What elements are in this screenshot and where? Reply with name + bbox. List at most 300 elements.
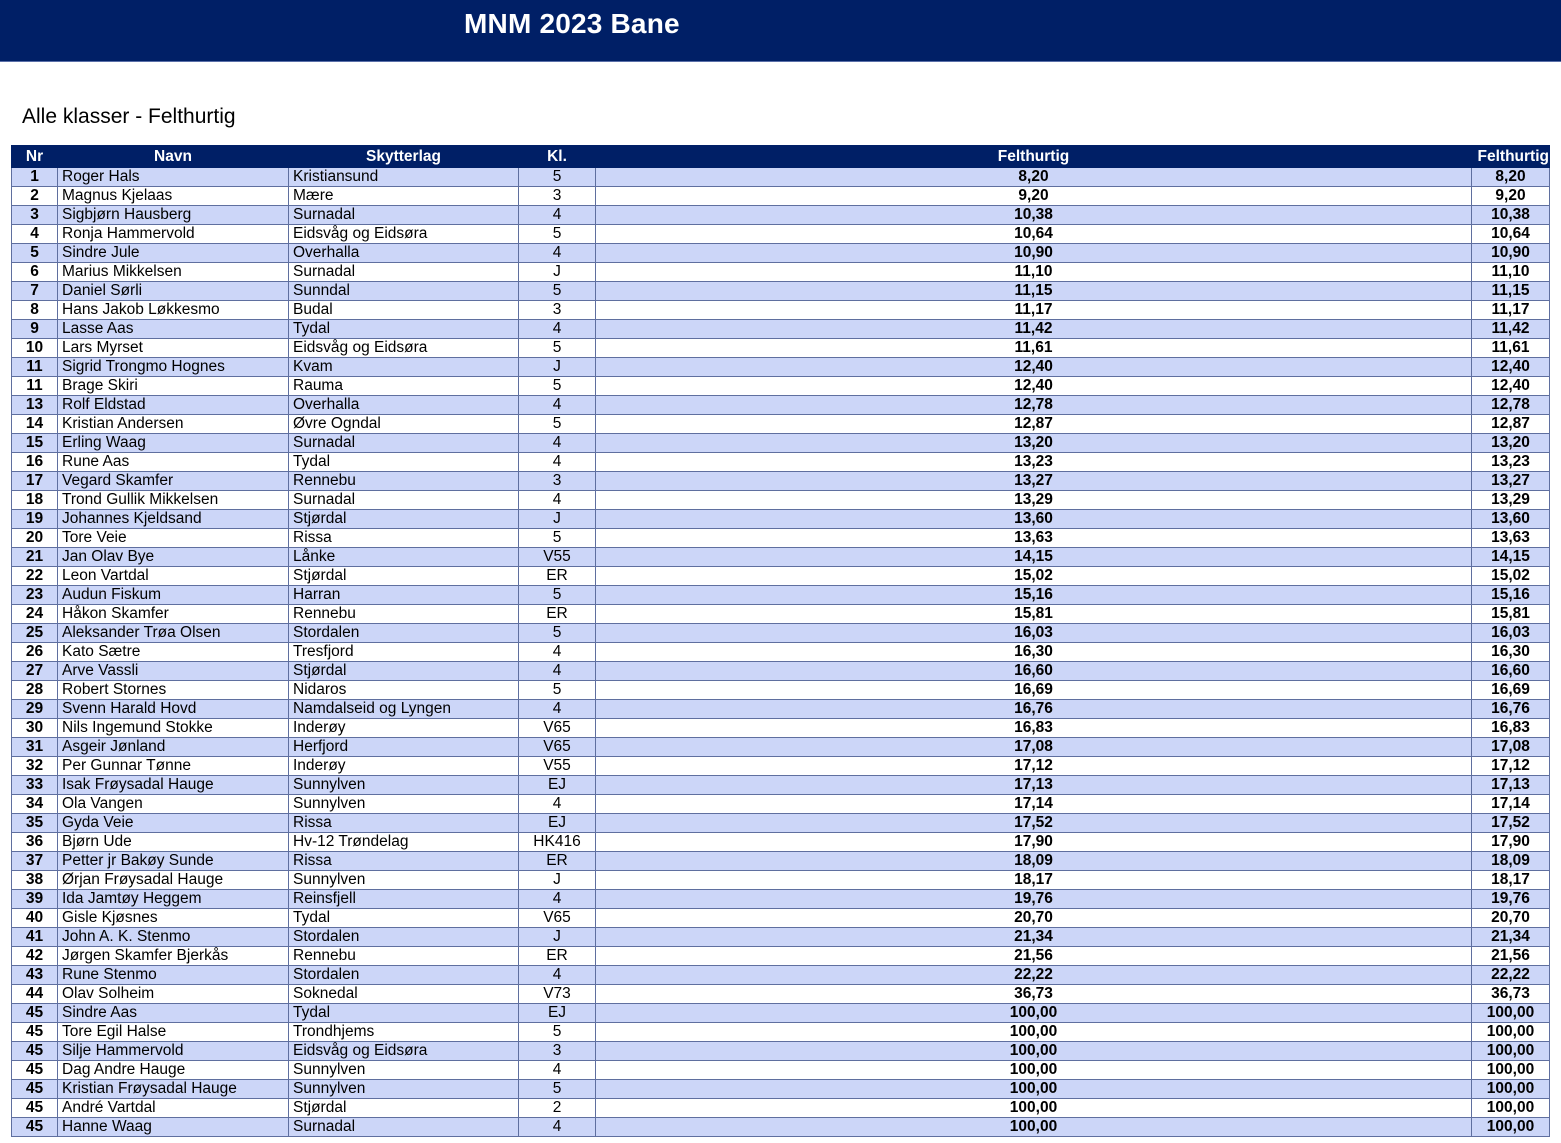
cell-skytterlag: Stjørdal xyxy=(289,567,519,586)
table-row xyxy=(12,966,1550,985)
cell-felthurtig: 20,70 xyxy=(596,909,1472,928)
cell-klasse: 4 xyxy=(519,966,596,985)
cell-skytterlag: Kvam xyxy=(289,358,519,377)
page-title: MNM 2023 Bane xyxy=(464,8,680,39)
cell-felthurtig-total: 12,78 xyxy=(1472,396,1550,415)
cell-skytterlag: Overhalla xyxy=(289,244,519,263)
cell-nr: 33 xyxy=(12,776,58,795)
cell-felthurtig: 12,87 xyxy=(596,415,1472,434)
cell-felthurtig-total: 17,13 xyxy=(1472,776,1550,795)
table-row xyxy=(12,301,1550,320)
cell-navn: Hans Jakob Løkkesmo xyxy=(58,301,289,320)
cell-klasse: 5 xyxy=(519,681,596,700)
cell-klasse: J xyxy=(519,263,596,282)
column-header-navn[interactable]: Navn xyxy=(58,146,289,168)
cell-felthurtig-total: 36,73 xyxy=(1472,985,1550,1004)
table-row xyxy=(12,1099,1550,1118)
cell-felthurtig: 100,00 xyxy=(596,1080,1472,1099)
table-row xyxy=(12,586,1550,605)
cell-felthurtig: 100,00 xyxy=(596,1118,1472,1137)
table-row xyxy=(12,339,1550,358)
cell-skytterlag: Stjørdal xyxy=(289,662,519,681)
cell-felthurtig-total: 12,87 xyxy=(1472,415,1550,434)
cell-skytterlag: Stjørdal xyxy=(289,510,519,529)
cell-nr: 3 xyxy=(12,206,58,225)
cell-nr: 4 xyxy=(12,225,58,244)
table-row xyxy=(12,890,1550,909)
cell-navn: Magnus Kjelaas xyxy=(58,187,289,206)
cell-navn: Hanne Waag xyxy=(58,1118,289,1137)
cell-felthurtig: 16,69 xyxy=(596,681,1472,700)
cell-felthurtig-total: 16,30 xyxy=(1472,643,1550,662)
cell-nr: 37 xyxy=(12,852,58,871)
cell-felthurtig-total: 100,00 xyxy=(1472,1042,1550,1061)
cell-skytterlag: Sunnylven xyxy=(289,795,519,814)
cell-klasse: 5 xyxy=(519,225,596,244)
cell-navn: Håkon Skamfer xyxy=(58,605,289,624)
cell-felthurtig: 100,00 xyxy=(596,1099,1472,1118)
cell-felthurtig: 21,56 xyxy=(596,947,1472,966)
cell-klasse: ER xyxy=(519,605,596,624)
cell-felthurtig-total: 11,15 xyxy=(1472,282,1550,301)
table-row xyxy=(12,1023,1550,1042)
cell-klasse: 4 xyxy=(519,206,596,225)
cell-nr: 10 xyxy=(12,339,58,358)
cell-felthurtig: 17,13 xyxy=(596,776,1472,795)
cell-felthurtig: 21,34 xyxy=(596,928,1472,947)
table-header-row xyxy=(12,146,1550,168)
cell-felthurtig-total: 100,00 xyxy=(1472,1004,1550,1023)
cell-klasse: EJ xyxy=(519,776,596,795)
cell-felthurtig: 16,60 xyxy=(596,662,1472,681)
cell-navn: Ørjan Frøysadal Hauge xyxy=(58,871,289,890)
cell-felthurtig: 100,00 xyxy=(596,1004,1472,1023)
cell-klasse: 4 xyxy=(519,795,596,814)
cell-felthurtig-total: 17,90 xyxy=(1472,833,1550,852)
cell-skytterlag: Surnadal xyxy=(289,491,519,510)
table-row xyxy=(12,396,1550,415)
cell-klasse: 5 xyxy=(519,624,596,643)
cell-klasse: 5 xyxy=(519,282,596,301)
cell-klasse: 5 xyxy=(519,415,596,434)
table-row xyxy=(12,415,1550,434)
cell-navn: Erling Waag xyxy=(58,434,289,453)
cell-klasse: J xyxy=(519,510,596,529)
cell-navn: Sigbjørn Hausberg xyxy=(58,206,289,225)
cell-nr: 11 xyxy=(12,358,58,377)
column-header-klasse[interactable]: Kl. xyxy=(519,146,596,168)
cell-klasse: V65 xyxy=(519,719,596,738)
cell-skytterlag: Tresfjord xyxy=(289,643,519,662)
cell-klasse: V73 xyxy=(519,985,596,1004)
table-row xyxy=(12,757,1550,776)
cell-felthurtig: 16,03 xyxy=(596,624,1472,643)
cell-felthurtig-total: 14,15 xyxy=(1472,548,1550,567)
cell-nr: 45 xyxy=(12,1118,58,1137)
cell-nr: 14 xyxy=(12,415,58,434)
column-header-skytterlag[interactable]: Skytterlag xyxy=(289,146,519,168)
cell-nr: 28 xyxy=(12,681,58,700)
cell-felthurtig-total: 16,03 xyxy=(1472,624,1550,643)
cell-skytterlag: Mære xyxy=(289,187,519,206)
cell-skytterlag: Eidsvåg og Eidsøra xyxy=(289,1042,519,1061)
cell-skytterlag: Stordalen xyxy=(289,624,519,643)
cell-felthurtig-total: 16,76 xyxy=(1472,700,1550,719)
cell-skytterlag: Inderøy xyxy=(289,757,519,776)
table-row xyxy=(12,244,1550,263)
cell-felthurtig: 100,00 xyxy=(596,1023,1472,1042)
cell-skytterlag: Eidsvåg og Eidsøra xyxy=(289,225,519,244)
cell-felthurtig-total: 12,40 xyxy=(1472,377,1550,396)
cell-nr: 5 xyxy=(12,244,58,263)
cell-skytterlag: Tydal xyxy=(289,909,519,928)
table-row xyxy=(12,624,1550,643)
cell-skytterlag: Stordalen xyxy=(289,966,519,985)
cell-skytterlag: Herfjord xyxy=(289,738,519,757)
cell-navn: Johannes Kjeldsand xyxy=(58,510,289,529)
cell-skytterlag: Harran xyxy=(289,586,519,605)
cell-navn: Daniel Sørli xyxy=(58,282,289,301)
cell-skytterlag: Nidaros xyxy=(289,681,519,700)
cell-felthurtig-total: 15,16 xyxy=(1472,586,1550,605)
cell-navn: Robert Stornes xyxy=(58,681,289,700)
table-row xyxy=(12,1118,1550,1137)
cell-nr: 38 xyxy=(12,871,58,890)
cell-felthurtig: 17,12 xyxy=(596,757,1472,776)
cell-navn: Isak Frøysadal Hauge xyxy=(58,776,289,795)
cell-felthurtig-total: 16,69 xyxy=(1472,681,1550,700)
cell-klasse: 5 xyxy=(519,377,596,396)
cell-navn: Jørgen Skamfer Bjerkås xyxy=(58,947,289,966)
cell-klasse: 3 xyxy=(519,472,596,491)
cell-navn: Audun Fiskum xyxy=(58,586,289,605)
cell-felthurtig-total: 100,00 xyxy=(1472,1080,1550,1099)
table-row xyxy=(12,206,1550,225)
cell-nr: 7 xyxy=(12,282,58,301)
table-row xyxy=(12,795,1550,814)
cell-klasse: ER xyxy=(519,947,596,966)
cell-skytterlag: Surnadal xyxy=(289,263,519,282)
cell-felthurtig: 13,63 xyxy=(596,529,1472,548)
table-row xyxy=(12,833,1550,852)
cell-skytterlag: Sunnylven xyxy=(289,1080,519,1099)
cell-felthurtig: 13,60 xyxy=(596,510,1472,529)
cell-klasse: 3 xyxy=(519,1042,596,1061)
cell-felthurtig-total: 13,27 xyxy=(1472,472,1550,491)
table-row xyxy=(12,491,1550,510)
cell-felthurtig-total: 10,38 xyxy=(1472,206,1550,225)
cell-klasse: 4 xyxy=(519,1118,596,1137)
page-banner xyxy=(0,0,1561,62)
cell-nr: 45 xyxy=(12,1099,58,1118)
cell-felthurtig-total: 13,29 xyxy=(1472,491,1550,510)
cell-klasse: 4 xyxy=(519,244,596,263)
cell-navn: Tore Egil Halse xyxy=(58,1023,289,1042)
cell-nr: 13 xyxy=(12,396,58,415)
cell-felthurtig-total: 100,00 xyxy=(1472,1061,1550,1080)
cell-navn: André Vartdal xyxy=(58,1099,289,1118)
cell-felthurtig: 18,17 xyxy=(596,871,1472,890)
cell-felthurtig: 100,00 xyxy=(596,1061,1472,1080)
cell-felthurtig: 17,08 xyxy=(596,738,1472,757)
cell-klasse: 4 xyxy=(519,1061,596,1080)
cell-navn: Trond Gullik Mikkelsen xyxy=(58,491,289,510)
cell-nr: 24 xyxy=(12,605,58,624)
cell-felthurtig-total: 17,14 xyxy=(1472,795,1550,814)
cell-skytterlag: Rennebu xyxy=(289,605,519,624)
column-header-felthurtig[interactable]: Felthurtig xyxy=(596,146,1472,168)
cell-skytterlag: Kristiansund xyxy=(289,168,519,187)
results-table xyxy=(11,145,1550,1137)
cell-felthurtig-total: 15,81 xyxy=(1472,605,1550,624)
cell-felthurtig: 13,20 xyxy=(596,434,1472,453)
cell-felthurtig: 100,00 xyxy=(596,1042,1472,1061)
cell-nr: 2 xyxy=(12,187,58,206)
cell-felthurtig-total: 22,22 xyxy=(1472,966,1550,985)
cell-klasse: 4 xyxy=(519,453,596,472)
cell-klasse: 4 xyxy=(519,491,596,510)
table-row xyxy=(12,776,1550,795)
cell-skytterlag: Sunnylven xyxy=(289,776,519,795)
table-row xyxy=(12,1042,1550,1061)
cell-felthurtig: 16,83 xyxy=(596,719,1472,738)
cell-navn: Silje Hammervold xyxy=(58,1042,289,1061)
cell-nr: 45 xyxy=(12,1061,58,1080)
cell-skytterlag: Overhalla xyxy=(289,396,519,415)
cell-navn: Gisle Kjøsnes xyxy=(58,909,289,928)
cell-felthurtig-total: 10,64 xyxy=(1472,225,1550,244)
cell-navn: Ronja Hammervold xyxy=(58,225,289,244)
cell-klasse: 5 xyxy=(519,339,596,358)
cell-klasse: 3 xyxy=(519,301,596,320)
cell-nr: 25 xyxy=(12,624,58,643)
cell-felthurtig: 15,81 xyxy=(596,605,1472,624)
cell-skytterlag: Reinsfjell xyxy=(289,890,519,909)
cell-felthurtig-total: 13,20 xyxy=(1472,434,1550,453)
cell-klasse: 5 xyxy=(519,168,596,187)
cell-felthurtig-total: 19,76 xyxy=(1472,890,1550,909)
cell-navn: Bjørn Ude xyxy=(58,833,289,852)
cell-navn: Lars Myrset xyxy=(58,339,289,358)
cell-skytterlag: Sunnylven xyxy=(289,1061,519,1080)
cell-navn: Tore Veie xyxy=(58,529,289,548)
table-row xyxy=(12,662,1550,681)
cell-skytterlag: Rennebu xyxy=(289,472,519,491)
cell-nr: 45 xyxy=(12,1042,58,1061)
table-row xyxy=(12,700,1550,719)
cell-nr: 40 xyxy=(12,909,58,928)
cell-nr: 43 xyxy=(12,966,58,985)
cell-felthurtig: 36,73 xyxy=(596,985,1472,1004)
cell-navn: Kristian Andersen xyxy=(58,415,289,434)
cell-felthurtig-total: 18,09 xyxy=(1472,852,1550,871)
cell-klasse: 5 xyxy=(519,586,596,605)
cell-klasse: 4 xyxy=(519,890,596,909)
cell-skytterlag: Øvre Ogndal xyxy=(289,415,519,434)
cell-navn: John A. K. Stenmo xyxy=(58,928,289,947)
column-header-nr[interactable]: Nr xyxy=(12,146,58,168)
cell-nr: 20 xyxy=(12,529,58,548)
cell-felthurtig-total: 9,20 xyxy=(1472,187,1550,206)
cell-klasse: EJ xyxy=(519,1004,596,1023)
cell-felthurtig-total: 12,40 xyxy=(1472,358,1550,377)
cell-nr: 29 xyxy=(12,700,58,719)
cell-felthurtig-total: 20,70 xyxy=(1472,909,1550,928)
cell-navn: Ola Vangen xyxy=(58,795,289,814)
cell-klasse: 4 xyxy=(519,700,596,719)
cell-nr: 32 xyxy=(12,757,58,776)
cell-nr: 34 xyxy=(12,795,58,814)
table-row xyxy=(12,1061,1550,1080)
cell-felthurtig: 22,22 xyxy=(596,966,1472,985)
cell-felthurtig: 15,16 xyxy=(596,586,1472,605)
cell-skytterlag: Stordalen xyxy=(289,928,519,947)
cell-felthurtig: 18,09 xyxy=(596,852,1472,871)
cell-nr: 30 xyxy=(12,719,58,738)
cell-nr: 35 xyxy=(12,814,58,833)
cell-skytterlag: Surnadal xyxy=(289,206,519,225)
cell-klasse: V55 xyxy=(519,757,596,776)
cell-skytterlag: Lånke xyxy=(289,548,519,567)
cell-skytterlag: Hv-12 Trøndelag xyxy=(289,833,519,852)
cell-felthurtig-total: 11,17 xyxy=(1472,301,1550,320)
cell-navn: Rolf Eldstad xyxy=(58,396,289,415)
table-row xyxy=(12,263,1550,282)
table-row xyxy=(12,434,1550,453)
cell-felthurtig-total: 18,17 xyxy=(1472,871,1550,890)
cell-skytterlag: Sunnylven xyxy=(289,871,519,890)
cell-navn: Leon Vartdal xyxy=(58,567,289,586)
cell-felthurtig: 17,52 xyxy=(596,814,1472,833)
cell-klasse: 4 xyxy=(519,396,596,415)
cell-klasse: 5 xyxy=(519,1023,596,1042)
cell-navn: Svenn Harald Hovd xyxy=(58,700,289,719)
cell-skytterlag: Soknedal xyxy=(289,985,519,1004)
cell-navn: Gyda Veie xyxy=(58,814,289,833)
cell-nr: 21 xyxy=(12,548,58,567)
cell-klasse: 5 xyxy=(519,1080,596,1099)
cell-navn: Arve Vassli xyxy=(58,662,289,681)
cell-skytterlag: Tydal xyxy=(289,1004,519,1023)
cell-nr: 36 xyxy=(12,833,58,852)
cell-klasse: J xyxy=(519,871,596,890)
table-row xyxy=(12,738,1550,757)
table-row xyxy=(12,1080,1550,1099)
cell-felthurtig: 9,20 xyxy=(596,187,1472,206)
cell-klasse: HK416 xyxy=(519,833,596,852)
results-subtitle: Alle klasser - Felthurtig xyxy=(22,105,236,128)
cell-felthurtig-total: 21,34 xyxy=(1472,928,1550,947)
cell-navn: Aleksander Trøa Olsen xyxy=(58,624,289,643)
table-row xyxy=(12,871,1550,890)
cell-nr: 15 xyxy=(12,434,58,453)
cell-nr: 45 xyxy=(12,1023,58,1042)
cell-navn: Sindre Aas xyxy=(58,1004,289,1023)
cell-felthurtig: 10,38 xyxy=(596,206,1472,225)
table-row xyxy=(12,567,1550,586)
cell-felthurtig-total: 13,60 xyxy=(1472,510,1550,529)
table-row xyxy=(12,453,1550,472)
cell-navn: Per Gunnar Tønne xyxy=(58,757,289,776)
cell-navn: Asgeir Jønland xyxy=(58,738,289,757)
table-row xyxy=(12,643,1550,662)
cell-nr: 17 xyxy=(12,472,58,491)
table-row xyxy=(12,529,1550,548)
cell-felthurtig: 10,90 xyxy=(596,244,1472,263)
cell-felthurtig: 8,20 xyxy=(596,168,1472,187)
cell-klasse: V65 xyxy=(519,738,596,757)
cell-felthurtig-total: 11,10 xyxy=(1472,263,1550,282)
cell-skytterlag: Rauma xyxy=(289,377,519,396)
cell-nr: 6 xyxy=(12,263,58,282)
cell-felthurtig-total: 8,20 xyxy=(1472,168,1550,187)
cell-skytterlag: Inderøy xyxy=(289,719,519,738)
cell-klasse: 3 xyxy=(519,187,596,206)
table-row xyxy=(12,187,1550,206)
table-row xyxy=(12,681,1550,700)
cell-skytterlag: Tydal xyxy=(289,453,519,472)
cell-felthurtig-total: 11,42 xyxy=(1472,320,1550,339)
table-row xyxy=(12,377,1550,396)
cell-felthurtig: 12,40 xyxy=(596,358,1472,377)
cell-felthurtig-total: 100,00 xyxy=(1472,1023,1550,1042)
cell-felthurtig: 16,30 xyxy=(596,643,1472,662)
cell-skytterlag: Sunndal xyxy=(289,282,519,301)
cell-navn: Olav Solheim xyxy=(58,985,289,1004)
cell-navn: Sigrid Trongmo Hognes xyxy=(58,358,289,377)
cell-nr: 45 xyxy=(12,1080,58,1099)
cell-felthurtig-total: 13,23 xyxy=(1472,453,1550,472)
cell-skytterlag: Namdalseid og Lyngen xyxy=(289,700,519,719)
cell-felthurtig: 17,90 xyxy=(596,833,1472,852)
table-row xyxy=(12,909,1550,928)
cell-nr: 45 xyxy=(12,1004,58,1023)
cell-nr: 22 xyxy=(12,567,58,586)
column-header-felthurtig-total[interactable]: Felthurtig xyxy=(1472,146,1550,168)
cell-felthurtig-total: 13,63 xyxy=(1472,529,1550,548)
cell-navn: Lasse Aas xyxy=(58,320,289,339)
cell-felthurtig-total: 11,61 xyxy=(1472,339,1550,358)
cell-navn: Sindre Jule xyxy=(58,244,289,263)
cell-nr: 19 xyxy=(12,510,58,529)
cell-navn: Petter jr Bakøy Sunde xyxy=(58,852,289,871)
table-row xyxy=(12,1004,1550,1023)
table-row xyxy=(12,928,1550,947)
cell-felthurtig: 14,15 xyxy=(596,548,1472,567)
cell-felthurtig: 11,42 xyxy=(596,320,1472,339)
cell-skytterlag: Tydal xyxy=(289,320,519,339)
cell-navn: Dag Andre Hauge xyxy=(58,1061,289,1080)
table-row xyxy=(12,985,1550,1004)
cell-felthurtig: 11,61 xyxy=(596,339,1472,358)
table-row xyxy=(12,225,1550,244)
cell-skytterlag: Surnadal xyxy=(289,1118,519,1137)
cell-felthurtig-total: 100,00 xyxy=(1472,1118,1550,1137)
cell-skytterlag: Eidsvåg og Eidsøra xyxy=(289,339,519,358)
cell-felthurtig-total: 100,00 xyxy=(1472,1099,1550,1118)
table-row xyxy=(12,358,1550,377)
table-row xyxy=(12,168,1550,187)
cell-skytterlag: Stjørdal xyxy=(289,1099,519,1118)
cell-klasse: V65 xyxy=(519,909,596,928)
cell-felthurtig-total: 21,56 xyxy=(1472,947,1550,966)
cell-felthurtig-total: 16,60 xyxy=(1472,662,1550,681)
cell-felthurtig: 12,78 xyxy=(596,396,1472,415)
table-row xyxy=(12,719,1550,738)
cell-nr: 11 xyxy=(12,377,58,396)
table-row xyxy=(12,510,1550,529)
cell-felthurtig: 13,27 xyxy=(596,472,1472,491)
